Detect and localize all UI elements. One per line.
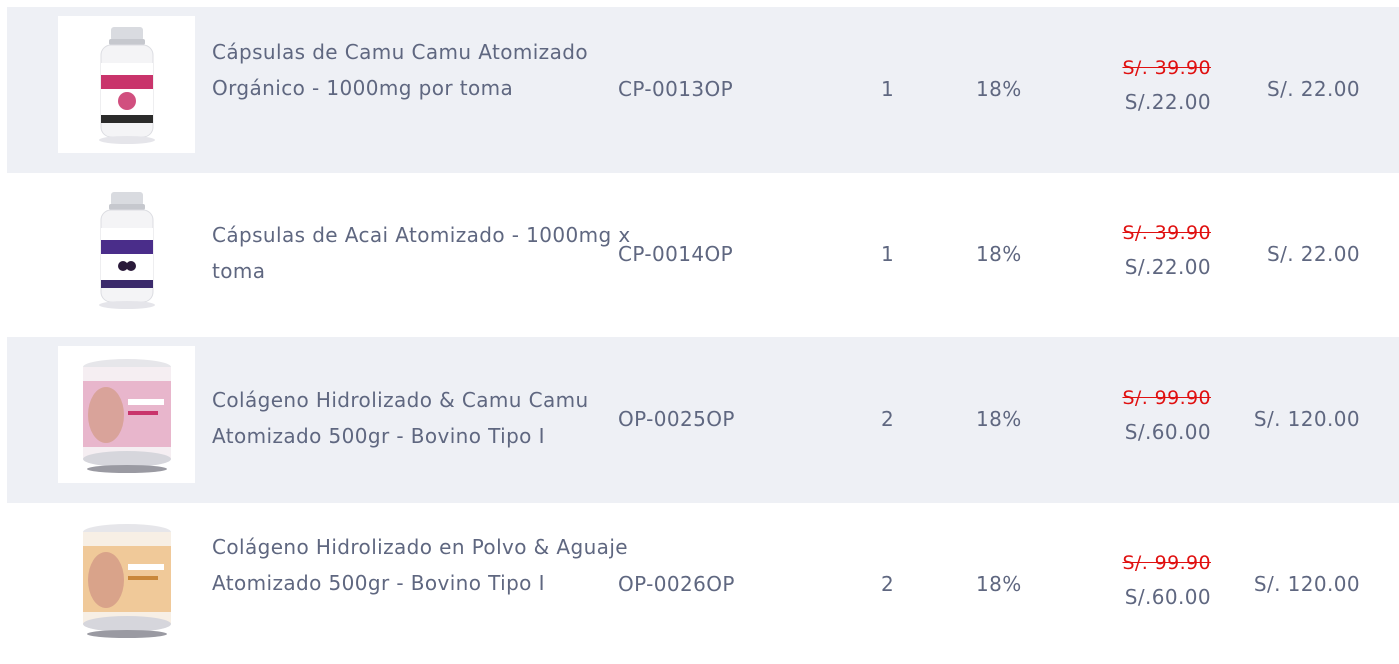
original-price: S/. 99.90 [1122, 552, 1211, 574]
product-quantity: 2 [881, 572, 895, 596]
original-price: S/. 39.90 [1122, 222, 1211, 244]
product-sku: OP-0026OP [618, 572, 735, 596]
sale-price: S/.22.00 [1124, 255, 1211, 279]
product-price [1097, 55, 1211, 119]
product-quantity: 1 [881, 77, 895, 101]
cart-item-row [7, 337, 1399, 503]
product-tax: 18% [976, 572, 1022, 596]
line-total: S/. 22.00 [1266, 77, 1360, 101]
product-price [1097, 550, 1211, 614]
cart-item-row [7, 502, 1399, 664]
product-name-link[interactable]: Cápsulas de Camu Camu Atomizado Orgánico - 1000mg por toma [212, 40, 588, 100]
product-sku: CP-0013OP [618, 77, 734, 101]
cart-item-row [7, 7, 1399, 173]
capsule-bottle-purple-icon [87, 188, 167, 312]
product-thumbnail[interactable] [58, 346, 195, 483]
collagen-tub-pink-icon [72, 355, 182, 475]
line-total: S/. 120.00 [1253, 407, 1360, 431]
capsule-bottle-pink-icon [87, 23, 167, 147]
product-tax: 18% [976, 242, 1022, 266]
product-price [1097, 220, 1211, 284]
original-price: S/. 99.90 [1122, 387, 1211, 409]
product-quantity: 2 [881, 407, 895, 431]
line-total: S/. 120.00 [1253, 572, 1360, 596]
original-price: S/. 39.90 [1122, 57, 1211, 79]
product-name-link[interactable]: Cápsulas de Acai Atomizado - 1000mg x toma [212, 223, 631, 283]
line-total: S/. 22.00 [1266, 242, 1360, 266]
product-price [1097, 385, 1211, 449]
product-name-link[interactable]: Colágeno Hidrolizado en Polvo & Aguaje Atomizado 500gr - Bovino Tipo I [212, 535, 628, 595]
product-thumbnail[interactable] [58, 16, 195, 153]
product-thumbnail[interactable] [58, 181, 195, 318]
product-quantity: 1 [881, 242, 895, 266]
collagen-tub-peach-icon [72, 520, 182, 640]
product-tax: 18% [976, 77, 1022, 101]
sale-price: S/.60.00 [1124, 420, 1211, 444]
sale-price: S/.22.00 [1124, 90, 1211, 114]
product-name-link[interactable]: Colágeno Hidrolizado & Camu Camu Atomizado 500gr - Bovino Tipo I [212, 388, 589, 448]
product-sku: OP-0025OP [618, 407, 735, 431]
product-sku: CP-0014OP [618, 242, 734, 266]
sale-price: S/.60.00 [1124, 585, 1211, 609]
product-thumbnail[interactable] [58, 511, 195, 648]
product-tax: 18% [976, 407, 1022, 431]
cart-item-row [7, 172, 1399, 338]
